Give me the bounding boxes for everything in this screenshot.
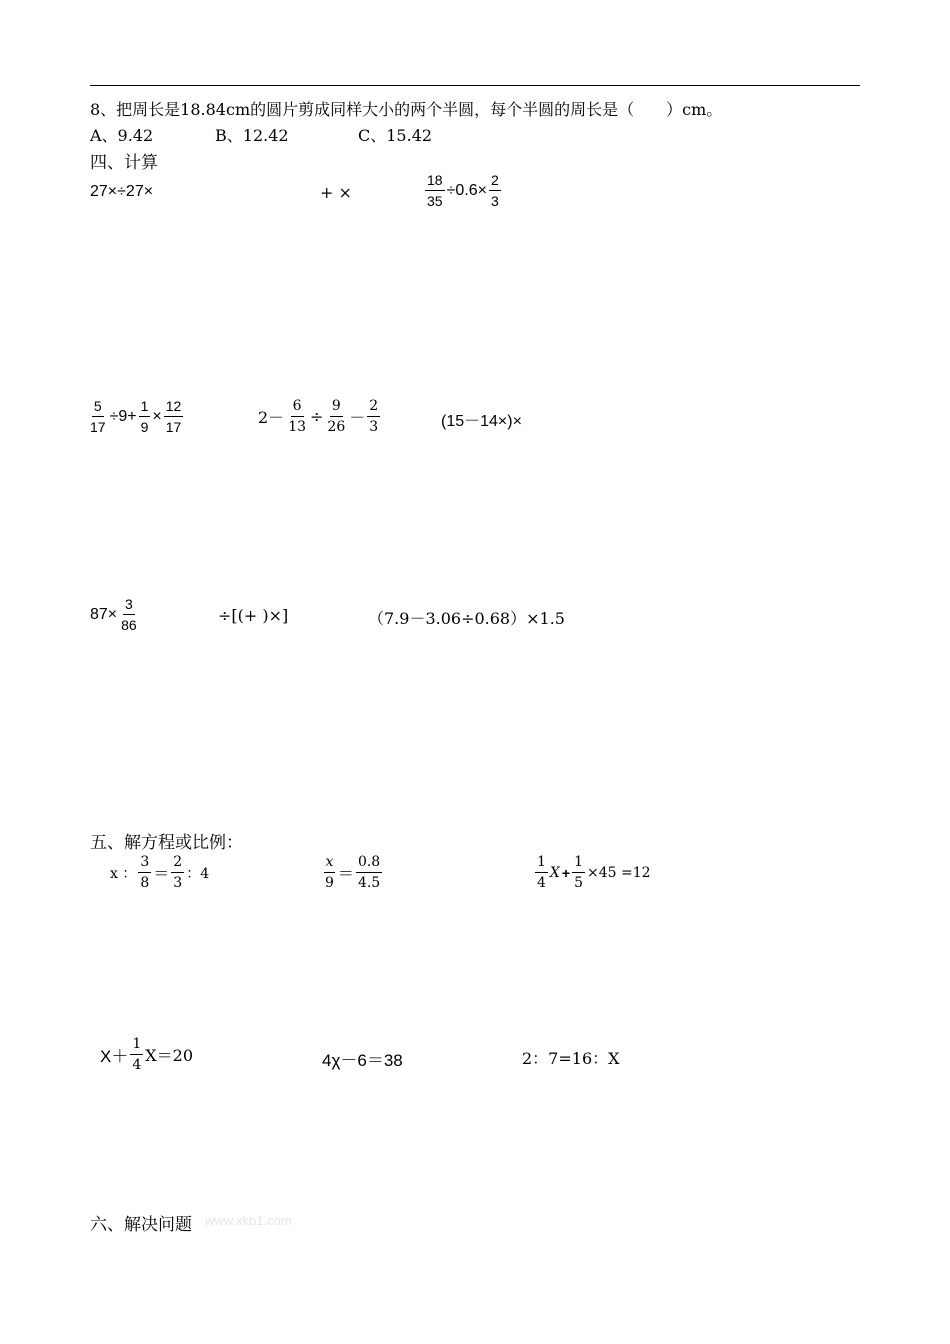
calc-expression-1: 27×÷27× bbox=[90, 183, 154, 200]
calc-expression-7: 87× $\frac{3}{86}$ bbox=[90, 596, 137, 633]
fraction: $\frac{2}{3}$ bbox=[369, 398, 379, 435]
option-b: B、12.42 bbox=[215, 126, 289, 145]
calc-expression-5: 2－ $\frac{6}{13}$ ÷ $\frac{9}{26}$ － $\frac{2}{3}$ bbox=[258, 398, 379, 435]
section-5-title: 五、解方程或比例： bbox=[90, 833, 243, 853]
section-4-title: 四、计算 bbox=[90, 153, 158, 173]
fraction: $\frac{0.8}{4.5}$ bbox=[357, 854, 381, 891]
equation-4: X＋ $\frac{1}{4}$ X＝20 bbox=[100, 1036, 194, 1073]
fraction: $\frac{1}{9}$ bbox=[140, 398, 149, 435]
equation-3: $\frac{1}{4}$ X + $\frac{1}{5}$ ×45 =12 bbox=[537, 854, 651, 891]
fraction: $\frac{18}{35}$ bbox=[427, 172, 443, 209]
option-a: A、9.42 bbox=[90, 126, 154, 145]
fraction: $\frac{2}{3}$ bbox=[490, 172, 499, 209]
fraction: $\frac{3}{86}$ bbox=[121, 596, 137, 633]
option-c: C、15.42 bbox=[358, 126, 433, 145]
fraction: $\frac{9}{26}$ bbox=[327, 398, 346, 435]
calc-expression-3: $\frac{18}{35}$ ÷0.6× $\frac{2}{3}$ bbox=[427, 172, 499, 209]
fraction: $\frac{12}{17}$ bbox=[165, 398, 182, 435]
fraction: $\frac{x}{9}$ bbox=[325, 854, 334, 891]
fraction: $\frac{1}{4}$ bbox=[132, 1036, 142, 1073]
fraction: $\frac{1}{4}$ bbox=[537, 854, 546, 891]
equation-5: 4χ－6＝38 bbox=[322, 1051, 403, 1070]
calc-expression-9: （7.9－3.06÷0.68）×1.5 bbox=[368, 609, 565, 628]
calc-expression-6: (15－14×)× bbox=[441, 413, 522, 430]
watermark: www.xkb1.com bbox=[205, 1213, 292, 1228]
equation-2: $\frac{x}{9}$ ＝ $\frac{0.8}{4.5}$ bbox=[325, 854, 381, 891]
calc-expression-2: + × bbox=[320, 183, 352, 202]
fraction: $\frac{5}{17}$ bbox=[90, 398, 106, 435]
fraction: $\frac{1}{5}$ bbox=[574, 854, 583, 891]
equation-6: 2：7=16：X bbox=[522, 1049, 620, 1068]
calc-expression-8: ÷[(+ )×] bbox=[218, 606, 289, 625]
equation-1: x ： $\frac{3}{8}$ ＝ $\frac{2}{3}$ ：4 bbox=[110, 854, 210, 891]
section-6-title: 六、解决问题 bbox=[90, 1215, 192, 1235]
top-rule bbox=[90, 85, 860, 86]
fraction: $\frac{2}{3}$ bbox=[173, 854, 183, 891]
question-8: 8、把周长是18.84cm的圆片剪成同样大小的两个半圆，每个半圆的周长是（ ）cm。 bbox=[90, 100, 723, 119]
fraction: $\frac{3}{8}$ bbox=[140, 854, 150, 891]
calc-expression-4: $\frac{5}{17}$ ÷9+ $\frac{1}{9}$ × $\frac{12}{17}$ bbox=[90, 398, 182, 435]
fraction: $\frac{6}{13}$ bbox=[288, 398, 307, 435]
